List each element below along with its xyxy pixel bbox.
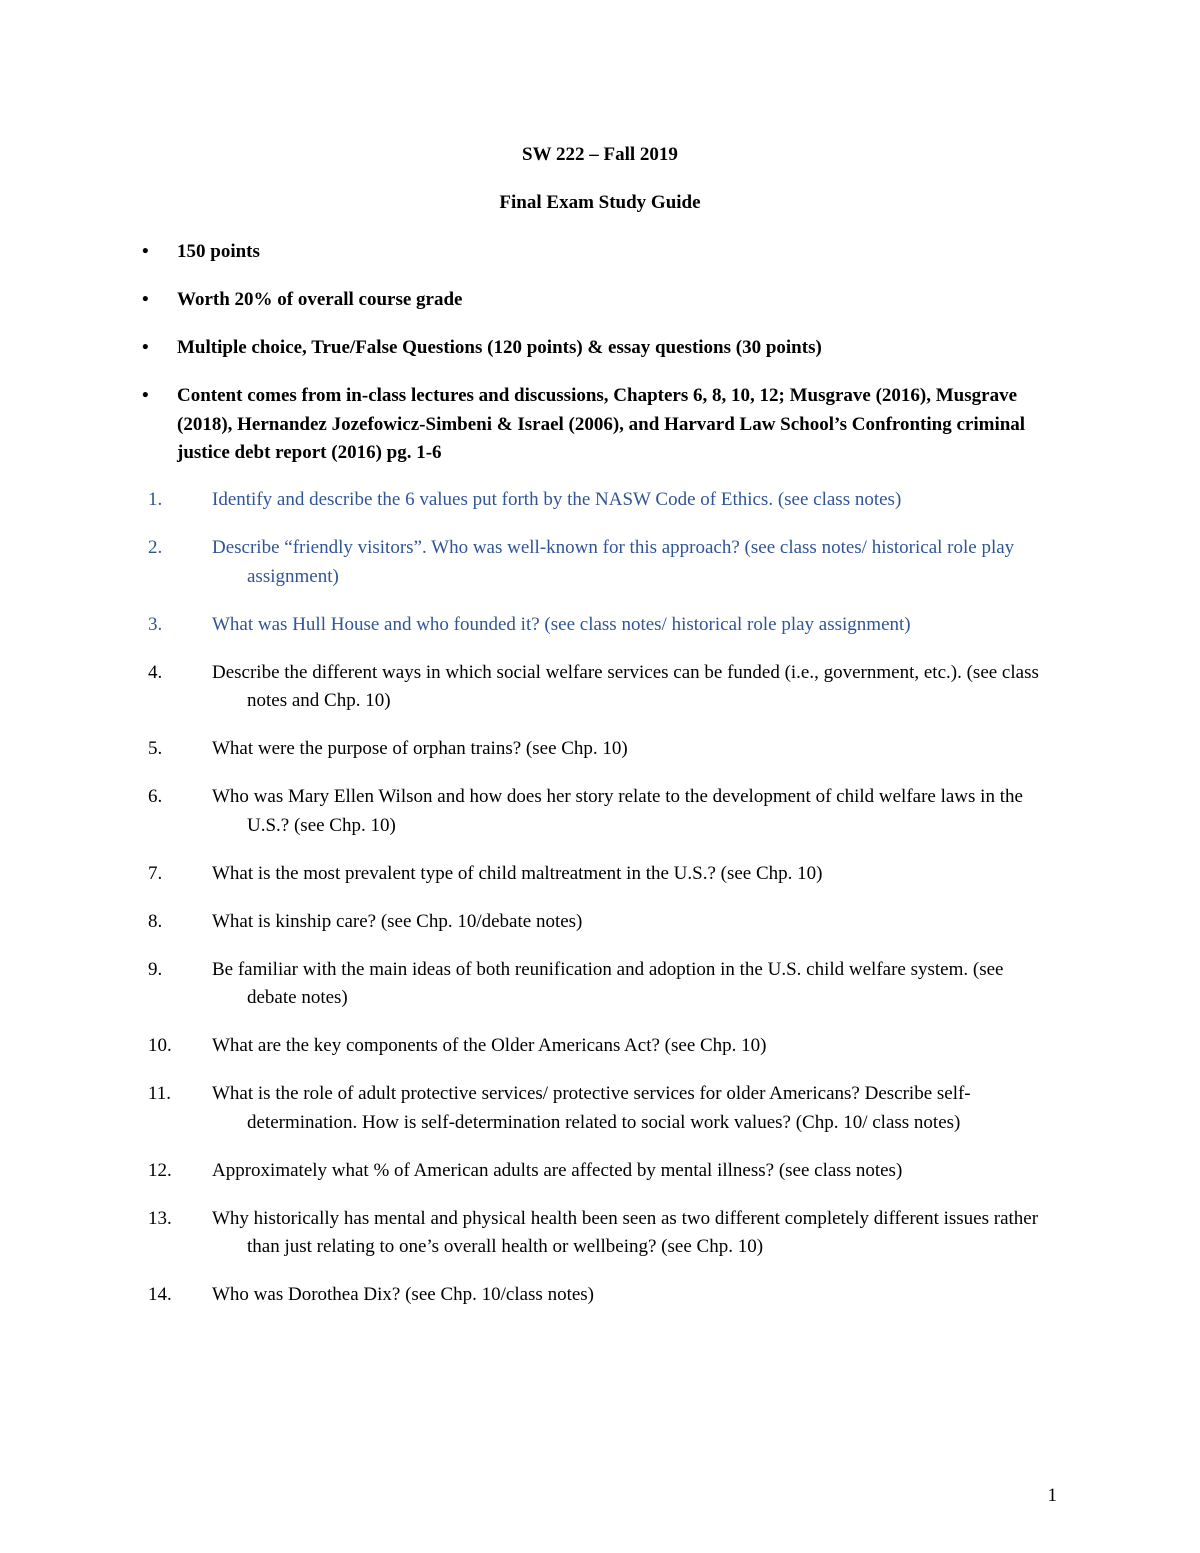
question-number: 14.: [148, 1284, 172, 1305]
question-text: What are the key components of the Older Americans Act? (see Chp. 10): [212, 1035, 767, 1056]
question-number: 8.: [148, 910, 163, 932]
study-question: [0, 783, 1200, 840]
question-number: 11.: [148, 1083, 172, 1104]
exam-info-item: [0, 382, 1200, 468]
question-text: What were the purpose of orphan trains? (see Chp. 10): [212, 738, 628, 759]
study-question: [0, 659, 1200, 716]
exam-info-item: [0, 238, 1200, 267]
exam-info-item: [0, 334, 1200, 363]
study-question: [0, 956, 1200, 1013]
question-text: Who was Mary Ellen Wilson and how does her story relate to the development of child welfare laws in the U.S.? (see Chp. 10): [212, 786, 1023, 836]
question-number: 10.: [148, 1035, 172, 1056]
question-text: What is the most prevalent type of child maltreatment in the U.S.? (see Chp. 10): [212, 862, 823, 884]
study-question: [0, 486, 1200, 515]
question-number: 9.: [148, 958, 163, 980]
exam-info-list: [0, 238, 1200, 487]
study-question: [0, 1080, 1200, 1137]
exam-info-text: 150 points: [177, 241, 260, 262]
question-number: 12.: [148, 1159, 172, 1181]
bullet-icon: •: [142, 289, 149, 310]
question-number: 3.: [148, 613, 163, 635]
question-text: Describe “friendly visitors”. Who was well-known for this approach? (see class notes/ historical role play assignment): [212, 537, 1015, 587]
question-text: What is the role of adult protective services/ protective services for older Americans? Describe self-determination. How is self-determination related to social work values? (Chp. 10/ class notes): [212, 1083, 971, 1133]
question-text: Describe the different ways in which social welfare services can be funded (i.e., government, etc.). (see class notes and Chp. 10): [212, 661, 1039, 711]
question-number: 6.: [148, 786, 163, 807]
study-question: [0, 1157, 1200, 1186]
study-questions-list: [0, 486, 1200, 1329]
exam-info-text: Multiple choice, True/False Questions (120 points) & essay questions (30 points): [177, 337, 822, 358]
study-question: [0, 735, 1200, 764]
question-text: Approximately what % of American adults are affected by mental illness? (see class notes): [212, 1159, 903, 1181]
document-title: Final Exam Study Guide: [499, 192, 701, 213]
exam-info-text: Worth 20% of overall course grade: [177, 289, 463, 310]
question-text: Why historically has mental and physical health been seen as two different completely different issues rather than just relating to one’s overall health or wellbeing? (see Chp. 10): [212, 1207, 1039, 1257]
bullet-icon: •: [142, 337, 149, 358]
question-text: Be familiar with the main ideas of both reunification and adoption in the U.S. child welfare system. (see debate notes): [212, 958, 1004, 1008]
study-question: [0, 611, 1200, 640]
study-question: [0, 908, 1200, 937]
study-question: [0, 1205, 1200, 1262]
question-number: 1.: [148, 489, 163, 510]
study-question: [0, 534, 1200, 591]
question-text: Identify and describe the 6 values put forth by the NASW Code of Ethics. (see class notes): [212, 489, 902, 510]
question-text: Who was Dorothea Dix? (see Chp. 10/class notes): [212, 1284, 595, 1305]
study-question: [0, 860, 1200, 889]
question-number: 4.: [148, 661, 163, 683]
exam-info-item: [0, 286, 1200, 315]
bullet-icon: •: [142, 385, 149, 406]
question-number: 13.: [148, 1207, 172, 1229]
question-text: What was Hull House and who founded it? (see class notes/ historical role play assignment): [212, 613, 911, 635]
study-question: [0, 1281, 1200, 1310]
study-question: [0, 1032, 1200, 1061]
question-text: What is kinship care? (see Chp. 10/debate notes): [212, 910, 583, 932]
course-title: SW 222 – Fall 2019: [522, 144, 678, 165]
bullet-icon: •: [142, 241, 149, 262]
exam-info-text: Content comes from in-class lectures and discussions, Chapters 6, 8, 10, 12; Musgrave (2016), Musgrave (2018), Hernandez Jozefowicz-Simbeni & Israel (2006), and Harvard Law School’s Confronting criminal justice debt report (2016) pg. 1-6: [177, 385, 1026, 463]
page-number: 1: [1047, 1485, 1057, 1506]
question-number: 2.: [148, 537, 163, 558]
question-number: 5.: [148, 738, 163, 759]
question-number: 7.: [148, 862, 163, 884]
